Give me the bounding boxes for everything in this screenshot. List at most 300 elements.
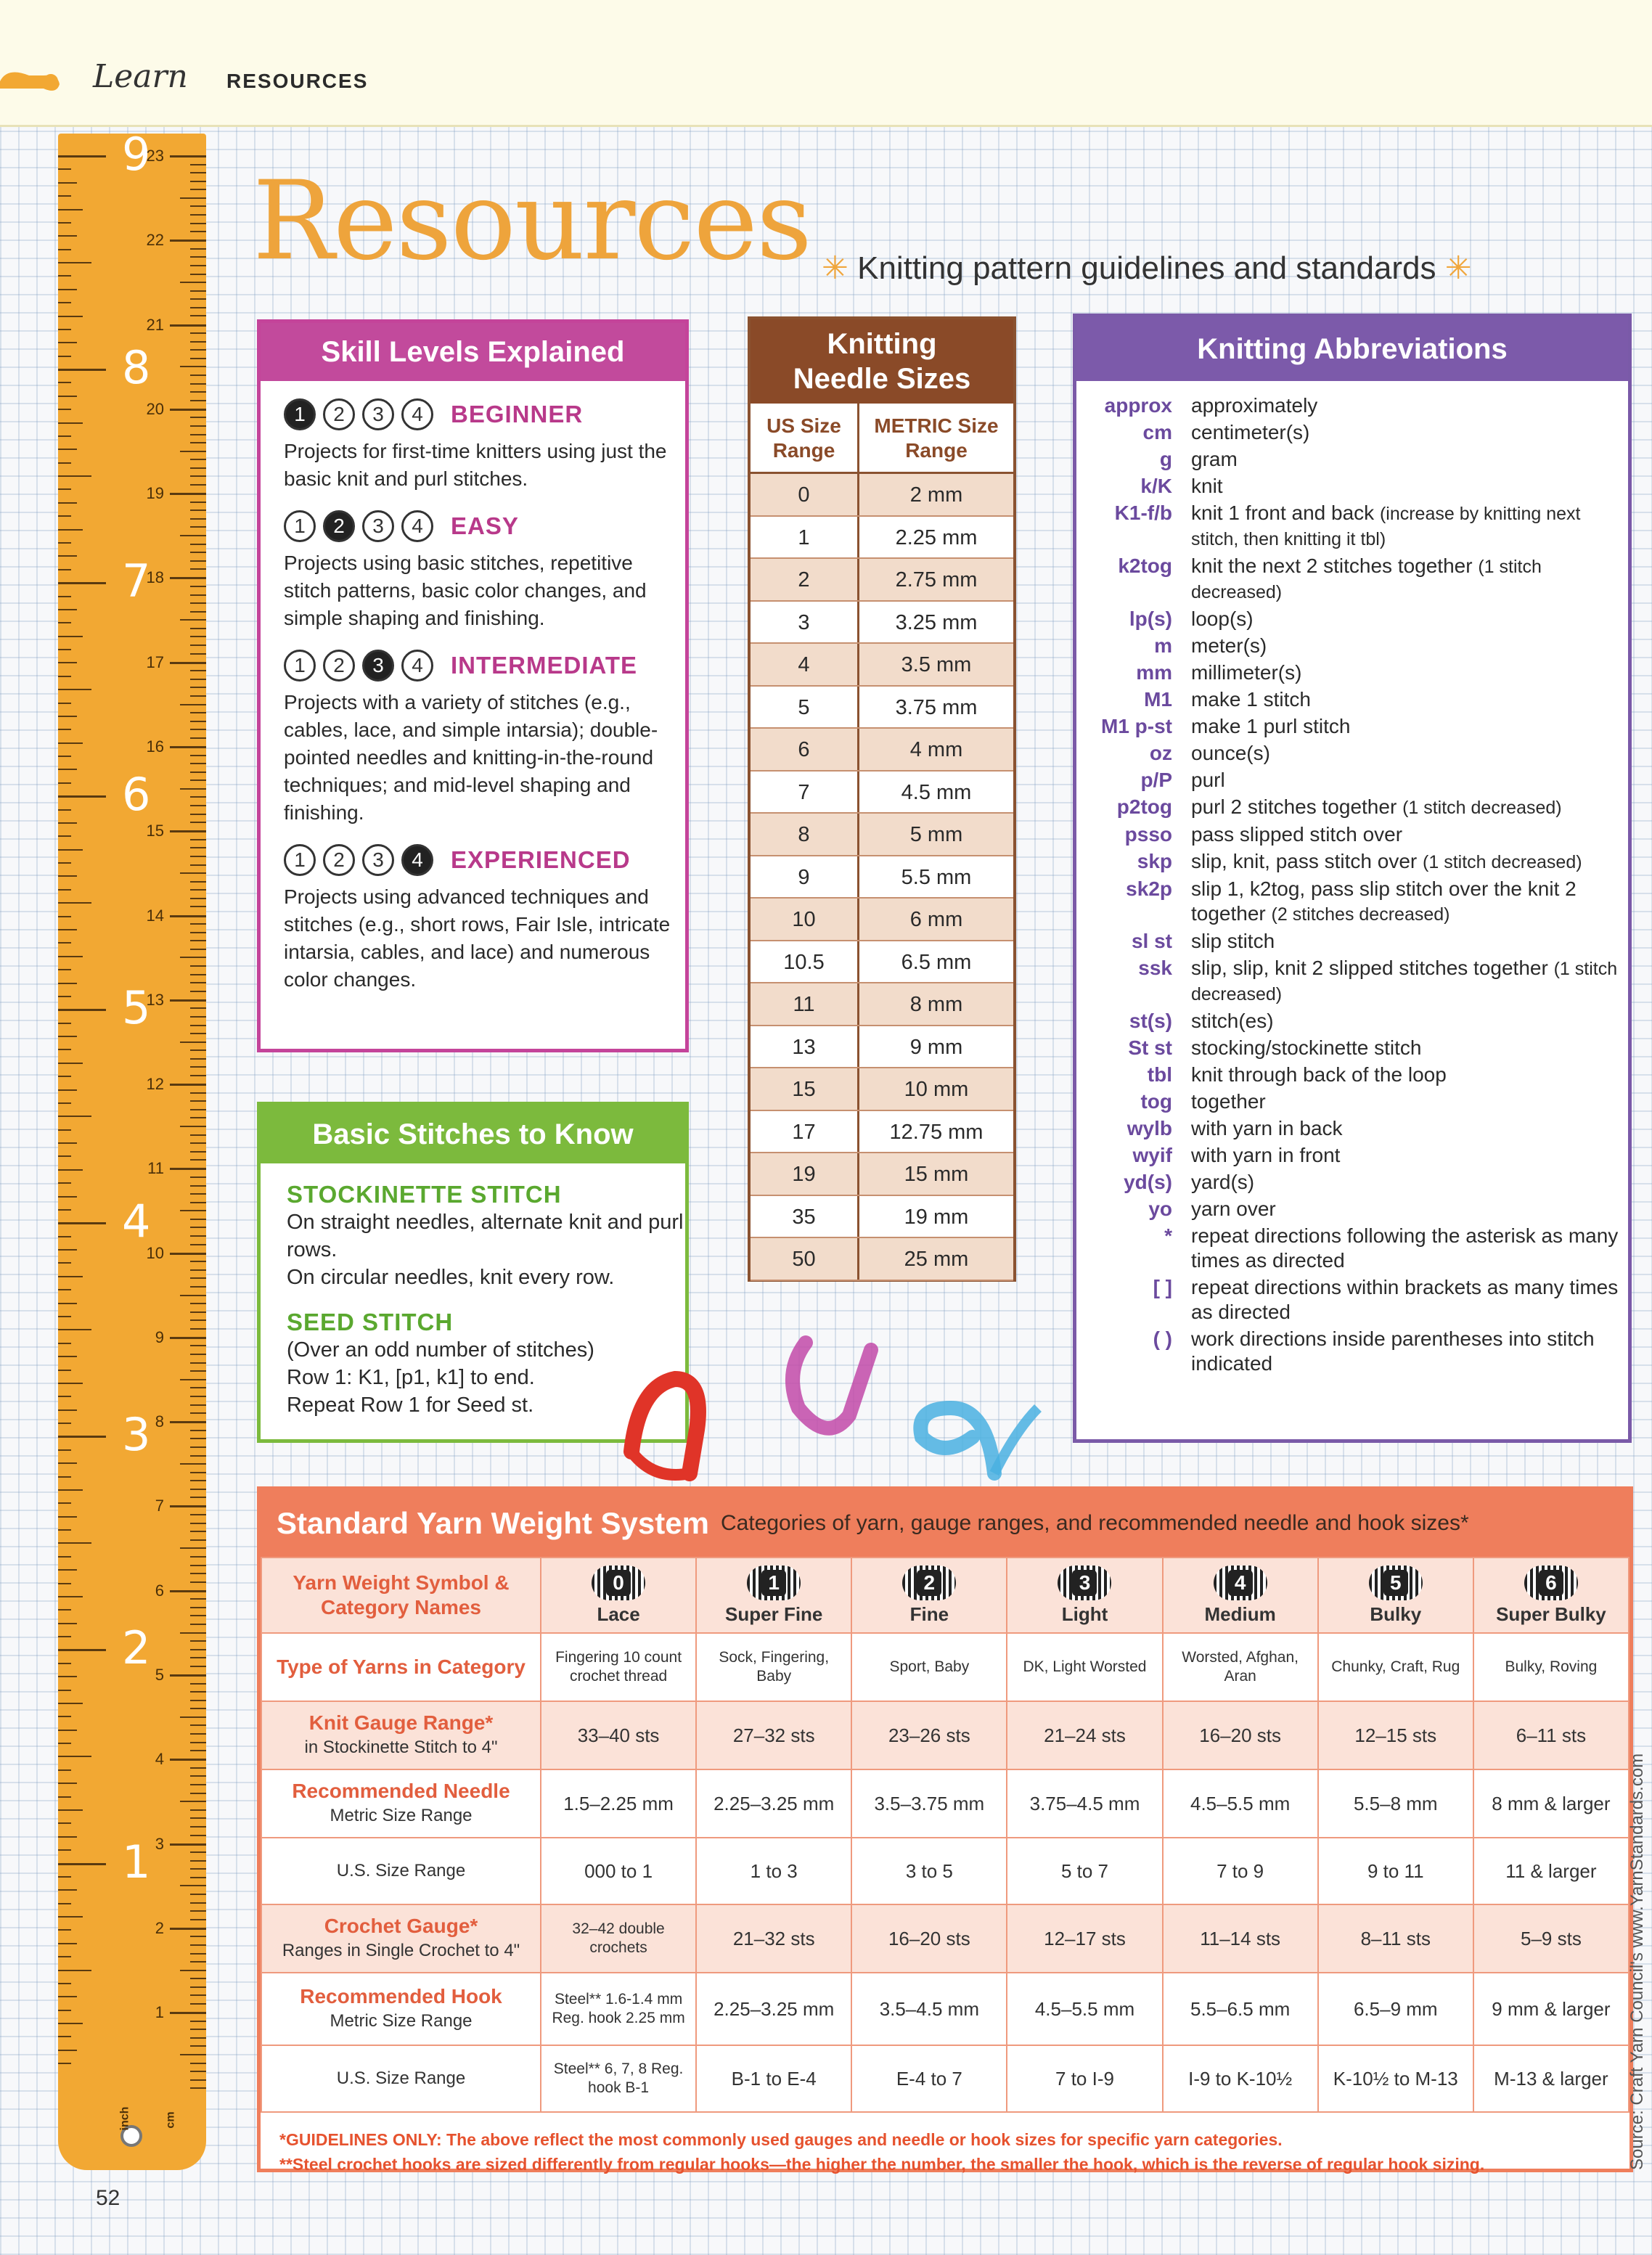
- yarn-category-name: Light: [1061, 1603, 1108, 1625]
- ruler-minor-tick: [58, 1929, 71, 1931]
- ruler-mm-tick: [190, 687, 206, 688]
- abbreviation-meaning: [1191, 1197, 1628, 1221]
- ruler-minor-tick: [58, 649, 71, 650]
- yarn-table-row: [261, 1701, 1629, 1769]
- abbreviation-text: loop(s): [1191, 607, 1254, 630]
- ruler-cm-tick: [170, 1843, 206, 1846]
- needle-size-row: [751, 1238, 1013, 1281]
- yarn-row-label: [261, 2045, 541, 2112]
- ruler-minor-tick: [58, 555, 77, 557]
- ruler-mm-tick: [190, 1860, 206, 1862]
- abbreviation-text: make 1 purl stitch: [1191, 715, 1351, 737]
- ruler-mm-tick: [190, 2037, 206, 2039]
- abbreviation-row: [1076, 554, 1628, 605]
- abbreviation-text: meter(s): [1191, 634, 1267, 657]
- ruler-mm-tick: [190, 1733, 206, 1735]
- ruler-mm-tick: [180, 1716, 206, 1718]
- ruler-mm-tick: [190, 1742, 206, 1743]
- ruler-mm-tick: [190, 982, 206, 983]
- abbreviation-meaning: [1191, 1089, 1628, 1114]
- ruler-mm-tick: [190, 2079, 206, 2081]
- needle-sizes-heading: Knitting Needle Sizes: [751, 319, 1013, 404]
- ruler-mm-tick: [190, 1851, 206, 1853]
- ruler-mm-tick: [190, 1700, 206, 1701]
- abbreviation-row: [1076, 795, 1628, 820]
- ruler-cm-number: 13: [146, 990, 164, 1009]
- yarn-value-cell: 16–20 sts: [1163, 1701, 1318, 1769]
- ruler-minor-tick: [58, 356, 71, 357]
- ruler-inch-label: inch: [118, 2106, 131, 2131]
- ruler-mm-tick: [190, 332, 206, 334]
- ruler-minor-tick: [58, 1049, 71, 1050]
- abbreviation-text: stocking/stockinette stitch: [1191, 1036, 1422, 1059]
- ruler-minor-tick: [58, 689, 91, 690]
- ruler-mm-tick: [180, 619, 206, 621]
- ruler-minor-tick: [58, 435, 71, 437]
- ruler-cm-tick: [170, 1084, 206, 1086]
- yarn-row-label-title: Recommended Needle: [292, 1780, 510, 1802]
- ruler-minor-tick: [58, 1169, 83, 1171]
- yarn-category-cell: [541, 1558, 696, 1633]
- ruler-minor-tick: [58, 969, 71, 970]
- ruler-mm-tick: [190, 1573, 206, 1574]
- ruler-mm-tick: [190, 1565, 206, 1566]
- metric-size-cell: 8 mm: [909, 993, 963, 1016]
- ruler-minor-tick: [58, 1970, 91, 1971]
- ruler-cm-number: 16: [146, 737, 164, 756]
- ruler-mm-tick: [190, 502, 206, 503]
- ruler-minor-tick: [58, 409, 71, 410]
- skill-level: [284, 844, 685, 994]
- yarn-value-cell: 12–15 sts: [1318, 1701, 1473, 1769]
- ruler-mm-tick: [190, 1311, 206, 1313]
- ruler-mm-tick: [190, 315, 206, 316]
- us-size-cell: 10.5: [751, 941, 859, 983]
- ruler-mm-tick: [190, 560, 206, 562]
- skill-level-circle-icon: 2: [323, 844, 355, 876]
- us-size-cell: 50: [751, 1238, 859, 1280]
- ruler-mm-tick: [190, 889, 206, 891]
- abbreviation-text: yarn over: [1191, 1198, 1276, 1220]
- abbreviation-row: [1076, 741, 1628, 766]
- yarn-value-cell: 6–11 sts: [1473, 1701, 1629, 1769]
- needle-sizes-box: [748, 316, 1016, 1282]
- yarn-value-cell: 5.5–8 mm: [1318, 1769, 1473, 1838]
- us-size-cell: 11: [751, 983, 859, 1025]
- abbreviation-term: cm: [1142, 421, 1172, 443]
- metric-size-cell: 2.25 mm: [895, 525, 978, 549]
- yarn-table-row: [261, 1633, 1629, 1701]
- abbreviation-text: yard(s): [1191, 1171, 1255, 1193]
- yarn-value-cell: Steel** 6, 7, 8 Reg. hook B-1: [541, 2045, 696, 2112]
- ruler-minor-tick: [58, 1276, 83, 1277]
- ruler-mm-tick: [180, 1379, 206, 1380]
- skill-levels-list: [261, 398, 685, 994]
- us-size-cell: 3: [751, 602, 859, 643]
- abbreviations-heading: Knitting Abbreviations: [1076, 317, 1628, 381]
- skill-level-description: Projects using basic stitches, repetitive stitch patterns, basic color changes, and simple shaping and finishing.: [284, 552, 647, 629]
- yarn-value-cell: 3 to 5: [851, 1838, 1007, 1904]
- skill-level-header: [284, 510, 685, 542]
- yarn-table-row: [261, 2045, 1629, 2112]
- ruler-mm-tick: [190, 586, 206, 587]
- ruler-minor-tick: [58, 809, 71, 811]
- needle-size-row: [751, 517, 1013, 560]
- ruler-mm-tick: [190, 898, 206, 899]
- skill-levels-heading: Skill Levels Explained: [261, 323, 685, 381]
- yarn-weight-number: 1: [761, 1570, 786, 1596]
- yarn-weight-icon: [592, 1566, 645, 1600]
- abbreviation-row: [1076, 1170, 1628, 1195]
- abbreviation-text: knit 1 front and back: [1191, 502, 1375, 524]
- stitch-instruction: On straight needles, alternate knit and purl rows.: [287, 1211, 684, 1261]
- ruler-minor-tick: [58, 422, 83, 424]
- abbreviation-row: [1076, 822, 1628, 847]
- abbreviation-meaning: [1191, 554, 1628, 605]
- ruler-mm-tick: [180, 1041, 206, 1043]
- ruler-mm-tick: [190, 1986, 206, 1988]
- yarn-value-cell: 3.5–3.75 mm: [851, 1769, 1007, 1838]
- skill-level-circle-icon: 4: [401, 844, 433, 876]
- yarn-category-name: Fine: [909, 1603, 949, 1625]
- abbreviation-term: K1-f/b: [1114, 502, 1172, 524]
- ruler-mm-tick: [190, 611, 206, 613]
- ruler-cm-tick: [170, 1590, 206, 1592]
- ruler-minor-tick: [58, 1076, 71, 1077]
- ruler-minor-tick: [58, 742, 83, 744]
- ruler-mm-tick: [190, 1775, 206, 1777]
- yarn-value-cell: M-13 & larger: [1473, 2045, 1629, 2112]
- ruler: [58, 128, 206, 2170]
- abbreviation-row: [1076, 1224, 1628, 1273]
- abbreviation-text: slip, slip, knit 2 slipped stitches together: [1191, 957, 1548, 979]
- skill-level-circle-icon: 3: [362, 398, 394, 430]
- ruler-mm-tick: [190, 1387, 206, 1388]
- skill-level-circle-icon: 1: [284, 650, 316, 682]
- yarn-value-cell: 21–32 sts: [696, 1904, 851, 1973]
- yarn-value-cell: DK, Light Worsted: [1007, 1633, 1162, 1701]
- ruler-mm-tick: [180, 704, 206, 705]
- ruler-mm-tick: [180, 1547, 206, 1549]
- yarn-row-label: [261, 1973, 541, 2045]
- abbreviation-text: gram: [1191, 448, 1238, 470]
- yarn-value-cell: 7 to 9: [1163, 1838, 1318, 1904]
- yarn-weight-number: 5: [1383, 1570, 1408, 1596]
- ruler-mm-tick: [190, 1117, 206, 1118]
- yarn-weight-number: 2: [917, 1570, 941, 1596]
- ruler-mm-tick: [190, 712, 206, 713]
- ruler-minor-tick: [58, 1569, 77, 1571]
- abbreviation-text: knit the next 2 stitches together: [1191, 554, 1473, 577]
- abbreviation-text: slip 1, k2tog, pass slip stitch over the knit 2 together: [1191, 877, 1577, 925]
- ruler-mm-tick: [190, 965, 206, 967]
- ruler-cm-number: 3: [155, 1834, 164, 1853]
- needle-size-row: [751, 1196, 1013, 1239]
- ruler-mm-tick: [190, 1657, 206, 1658]
- ruler-cm-number: 1: [155, 2003, 164, 2022]
- abbreviation-term: *: [1164, 1224, 1172, 1247]
- abbreviation-note: (1 stitch decreased): [1402, 798, 1562, 818]
- metric-size-cell: 6.5 mm: [901, 950, 972, 974]
- ruler-inch-number: 1: [122, 1835, 151, 1888]
- yarn-weight-number: 0: [606, 1570, 631, 1596]
- ruler-mm-tick: [190, 467, 206, 469]
- abbreviation-term: st(s): [1129, 1010, 1172, 1032]
- ruler-minor-tick: [58, 1036, 77, 1037]
- abbreviation-meaning: [1191, 1036, 1628, 1060]
- abbreviation-row: [1076, 877, 1628, 927]
- ruler-minor-tick: [58, 636, 83, 637]
- star-icon: ✳: [822, 250, 858, 286]
- ruler-mm-tick: [190, 1438, 206, 1439]
- abbreviation-meaning: [1191, 877, 1628, 927]
- ruler-mm-tick: [190, 1767, 206, 1769]
- abbreviation-meaning: [1191, 501, 1628, 552]
- ruler-mm-tick: [190, 1784, 206, 1785]
- stitch-instruction: (Over an odd number of stitches): [287, 1338, 594, 1362]
- ruler-mm-tick: [190, 1826, 206, 1828]
- ruler-mm-tick: [190, 1539, 206, 1541]
- ruler-mm-tick: [180, 282, 206, 283]
- ruler-mm-tick: [190, 1919, 206, 1920]
- ruler-minor-tick: [58, 1370, 71, 1371]
- ruler-mm-tick: [190, 1134, 206, 1136]
- yarn-weight-header: [261, 1490, 1629, 1557]
- ruler-mm-tick: [180, 1632, 206, 1634]
- abbreviation-meaning: [1191, 1327, 1628, 1376]
- ruler-minor-tick: [58, 302, 71, 303]
- yarn-value-cell: 000 to 1: [541, 1838, 696, 1904]
- ruler-mm-tick: [190, 1185, 206, 1187]
- metric-size-cell: 2.75 mm: [895, 568, 978, 592]
- ruler-mm-tick: [190, 1556, 206, 1558]
- us-size-cell: 15: [751, 1068, 859, 1110]
- abbreviation-meaning: [1191, 822, 1628, 847]
- yarn-row-label-title: Type of Yarns in Category: [277, 1656, 526, 1678]
- ruler-cm-number: 12: [146, 1075, 164, 1094]
- ruler-mm-tick: [190, 1750, 206, 1751]
- abbreviation-meaning: [1191, 1116, 1628, 1141]
- yarn-weight-table: [261, 1557, 1629, 2113]
- abbreviation-meaning: [1191, 956, 1628, 1007]
- yarn-value-cell: E-4 to 7: [851, 2045, 1007, 2112]
- ruler-mm-tick: [190, 1176, 206, 1178]
- page-title: Resources: [253, 158, 811, 285]
- ruler-mm-tick: [190, 1269, 206, 1271]
- skill-level: [284, 398, 685, 493]
- yarn-row-label-title: Crochet Gauge*: [324, 1915, 478, 1937]
- ruler-mm-tick: [190, 1142, 206, 1144]
- ruler-mm-tick: [190, 434, 206, 435]
- ruler-mm-tick: [190, 526, 206, 528]
- us-size-cell: 17: [751, 1111, 859, 1153]
- abbreviation-term: m: [1154, 634, 1172, 657]
- ruler-mm-tick: [190, 1328, 206, 1330]
- needle-size-row: [751, 899, 1013, 941]
- yarn-value-cell: 5–9 sts: [1473, 1904, 1629, 1973]
- ruler-mm-tick: [190, 636, 206, 637]
- ruler-mm-tick: [190, 772, 206, 773]
- ruler-mm-tick: [190, 459, 206, 460]
- ruler-mm-tick: [190, 1480, 206, 1481]
- ruler-minor-tick: [58, 329, 71, 330]
- yarn-value-cell: Chunky, Craft, Rug: [1318, 1633, 1473, 1701]
- ruler-mm-tick: [190, 1607, 206, 1608]
- skill-level-description: Projects for first-time knitters using just the basic knit and purl stitches.: [284, 440, 667, 490]
- skill-level-circle-icon: 1: [284, 844, 316, 876]
- ruler-minor-tick: [58, 275, 71, 277]
- abbreviation-meaning: [1191, 1224, 1628, 1273]
- ruler-mm-tick: [190, 1319, 206, 1321]
- ruler-mm-tick: [190, 442, 206, 443]
- ruler-cm-tick: [170, 746, 206, 748]
- abbreviation-text: work directions inside parentheses into stitch indicated: [1191, 1327, 1595, 1375]
- ruler-mm-tick: [190, 417, 206, 418]
- yarn-value-cell: 2.25–3.25 mm: [696, 1973, 851, 2045]
- ruler-mm-tick: [190, 205, 206, 207]
- yarn-value-cell: 3.75–4.5 mm: [1007, 1769, 1162, 1838]
- ruler-mm-tick: [190, 839, 206, 840]
- ruler-minor-tick: [58, 1023, 71, 1024]
- ruler-mm-tick: [190, 1100, 206, 1102]
- ruler-mm-tick: [190, 1793, 206, 1794]
- ruler-cm-tick: [170, 999, 206, 1002]
- ruler-minor-tick: [58, 1063, 83, 1064]
- needle-size-row: [751, 1026, 1013, 1069]
- ruler-mm-tick: [190, 509, 206, 511]
- ruler-minor-tick: [58, 676, 71, 677]
- yarn-category-cell: [1163, 1558, 1318, 1633]
- yarn-value-cell: 2.25–3.25 mm: [696, 1769, 851, 1838]
- ruler-mm-tick: [190, 906, 206, 907]
- yarn-category-cell: [696, 1558, 851, 1633]
- yarn-weight-icon: [1214, 1566, 1267, 1600]
- ruler-mm-tick: [190, 856, 206, 857]
- ruler-minor-tick: [58, 488, 71, 490]
- ruler-inch-number: 7: [122, 554, 151, 608]
- ruler-mm-tick: [190, 721, 206, 722]
- ruler-mm-tick: [190, 729, 206, 730]
- ruler-mm-tick: [190, 1640, 206, 1642]
- abbreviation-meaning: [1191, 1009, 1628, 1034]
- ruler-minor-tick: [58, 1769, 71, 1771]
- ruler-mm-tick: [180, 1463, 206, 1465]
- yarn-weight-heading: Standard Yarn Weight System: [277, 1506, 709, 1540]
- ruler-minor-tick: [58, 1943, 77, 1944]
- ruler-minor-tick: [58, 396, 77, 397]
- skill-level-circle-icon: 1: [284, 510, 316, 542]
- abbreviation-note: (increase by knitting next stitch, then knitting it tbl): [1191, 504, 1581, 549]
- needle-size-row: [751, 687, 1013, 729]
- yarn-value-cell: K-10½ to M-13: [1318, 2045, 1473, 2112]
- ruler-mm-tick: [190, 822, 206, 823]
- abbreviation-row: [1076, 929, 1628, 954]
- yarn-value-cell: 5.5–6.5 mm: [1163, 1973, 1318, 2045]
- yarn-category-name: Super Fine: [725, 1603, 823, 1625]
- ruler-minor-tick: [58, 1822, 71, 1824]
- ruler-mm-tick: [180, 1801, 206, 1802]
- ruler-cm-number: 23: [146, 147, 164, 165]
- ruler-cm-tick: [170, 2012, 206, 2014]
- yarn-table-row: [261, 1973, 1629, 2045]
- ruler-minor-tick: [58, 1383, 83, 1384]
- yarn-value-cell: 4.5–5.5 mm: [1163, 1769, 1318, 1838]
- ruler-mm-tick: [190, 391, 206, 393]
- abbreviation-meaning: [1191, 660, 1628, 685]
- metric-size-cell: 3.75 mm: [895, 695, 978, 719]
- abbreviation-meaning: [1191, 741, 1628, 766]
- ruler-mm-tick: [180, 366, 206, 367]
- metric-size-cell: 2 mm: [909, 483, 963, 507]
- ruler-mm-tick: [190, 1666, 206, 1667]
- abbreviation-text: with yarn in front: [1191, 1144, 1341, 1166]
- us-size-cell: 7: [751, 772, 859, 813]
- us-size-cell: 9: [751, 856, 859, 898]
- metric-size-cell: 6 mm: [909, 908, 963, 931]
- ruler-mm-tick: [190, 358, 206, 359]
- abbreviation-term: oz: [1149, 742, 1172, 764]
- ruler-minor-tick: [58, 529, 83, 531]
- ruler-mm-tick: [190, 425, 206, 427]
- needle-size-row: [751, 941, 1013, 984]
- abbreviation-term: St st: [1128, 1036, 1172, 1059]
- ruler-minor-tick: [58, 1796, 71, 1798]
- abbreviations-list: [1076, 381, 1628, 1376]
- ruler-minor-tick: [58, 1836, 77, 1838]
- ruler-minor-tick: [58, 769, 77, 770]
- metric-size-cell: 3.5 mm: [901, 653, 972, 676]
- ruler-inch-number: 9: [122, 128, 151, 181]
- ruler-minor-tick: [58, 1449, 71, 1451]
- ruler-minor-tick: [58, 249, 71, 250]
- abbreviation-text: approximately: [1191, 394, 1318, 417]
- ruler-mm-tick: [190, 1277, 206, 1279]
- ruler-cm-tick: [170, 1253, 206, 1255]
- ruler-cm-tick: [170, 324, 206, 327]
- yarn-weight-number: 4: [1228, 1570, 1253, 1596]
- ruler-minor-tick: [58, 929, 77, 930]
- needle-size-row: [751, 1111, 1013, 1154]
- ruler-cm-number: 20: [146, 399, 164, 418]
- abbreviation-term: M1 p-st: [1101, 715, 1172, 737]
- ruler-cm-number: 17: [146, 652, 164, 671]
- ruler-mm-tick: [180, 1295, 206, 1296]
- abbreviation-term: p/P: [1140, 769, 1172, 791]
- ruler-minor-tick: [58, 1542, 91, 1544]
- ruler-mm-tick: [190, 375, 206, 376]
- ruler-mm-tick: [190, 1244, 206, 1245]
- basic-stitches-heading: Basic Stitches to Know: [261, 1105, 685, 1163]
- ruler-mm-tick: [190, 1058, 206, 1060]
- ruler-mm-tick: [190, 932, 206, 933]
- abbreviation-meaning: [1191, 795, 1628, 820]
- metric-size-cell: 5.5 mm: [901, 865, 972, 889]
- ruler-mm-tick: [190, 231, 206, 232]
- yarn-value-cell: 16–20 sts: [851, 1904, 1007, 1973]
- ruler-mm-tick: [180, 535, 206, 536]
- ruler-mm-tick: [190, 172, 206, 173]
- ruler-mm-tick: [190, 1049, 206, 1051]
- yarn-row-label: [261, 1558, 541, 1633]
- yarn-value-cell: 1.5–2.25 mm: [541, 1769, 696, 1838]
- ruler-mm-tick: [190, 307, 206, 308]
- ruler-minor-tick: [58, 1462, 77, 1464]
- ruler-mm-tick: [190, 1159, 206, 1161]
- ruler-mm-tick: [190, 518, 206, 520]
- ruler-minor-tick: [58, 1356, 77, 1357]
- ruler-inch-tick: [58, 1863, 106, 1865]
- ruler-minor-tick: [58, 195, 71, 197]
